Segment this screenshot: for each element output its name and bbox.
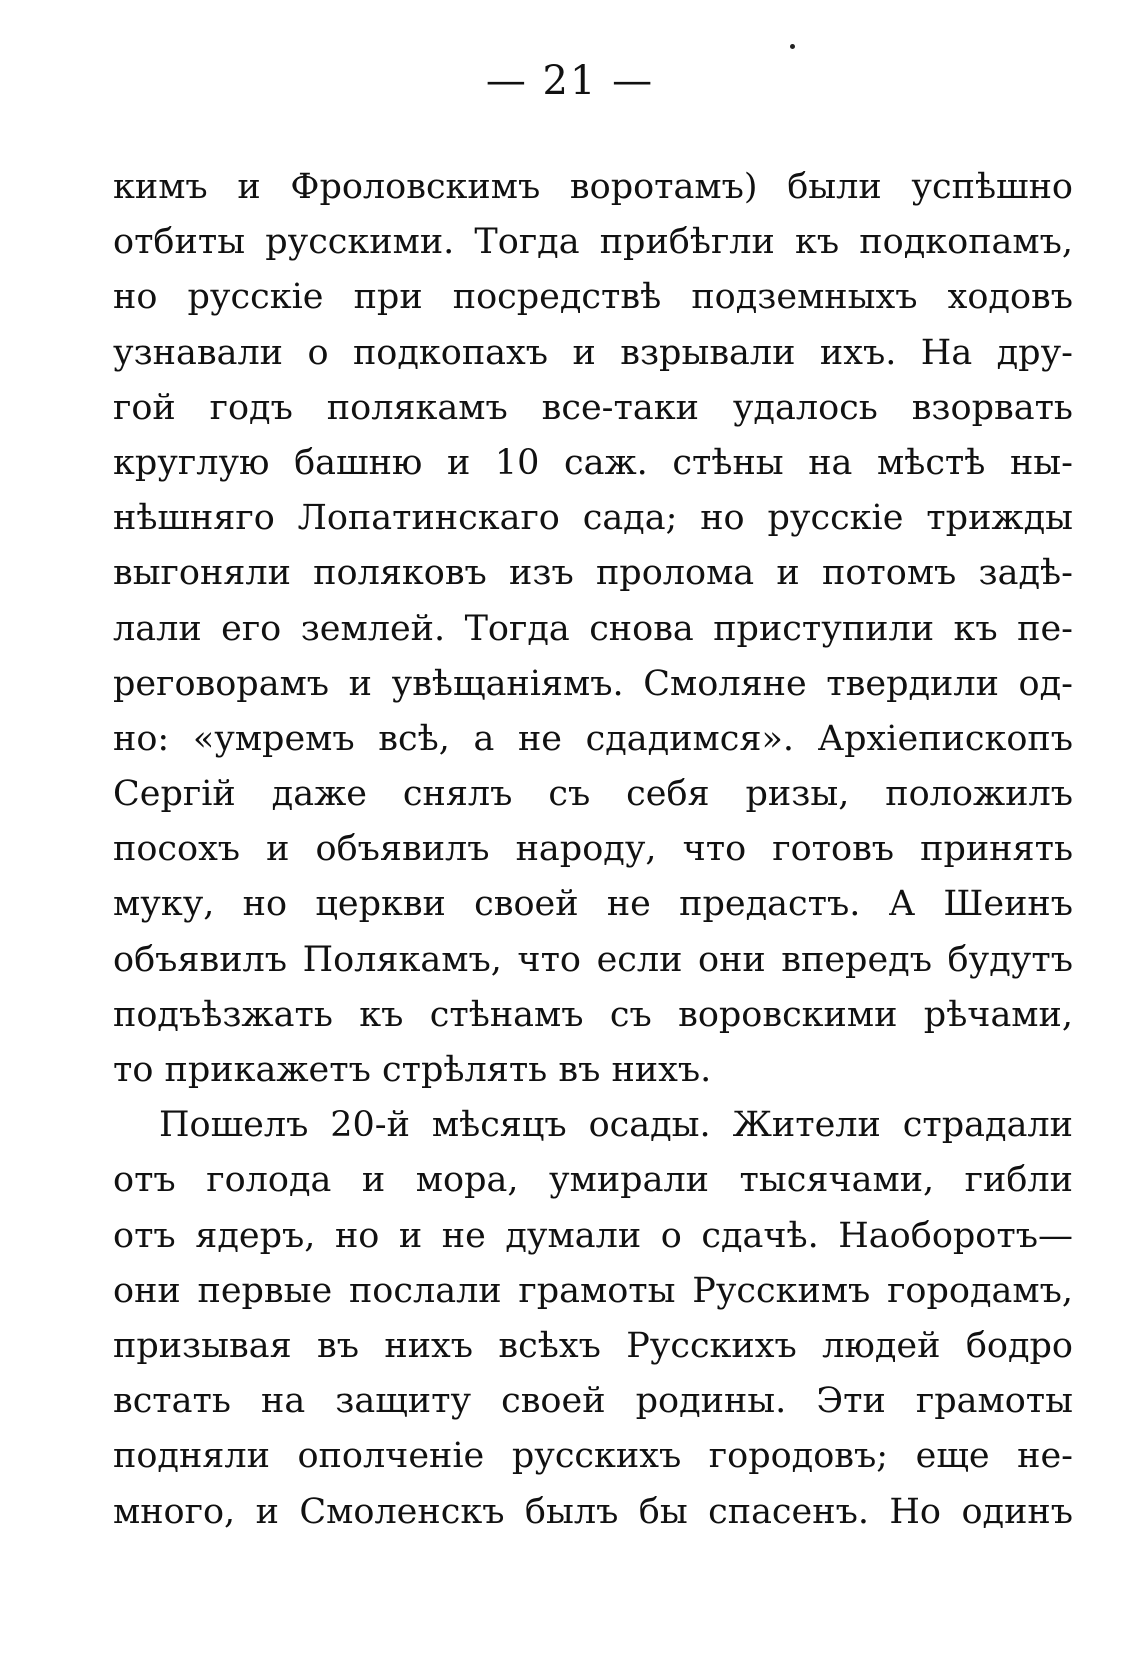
- text-line: гой годъ полякамъ все-таки удалось взорвать: [113, 387, 1073, 428]
- text-line: но русскіе при посредствѣ подземныхъ ходовъ: [113, 277, 1073, 318]
- text-line: нѣшняго Лопатинскаго сада; но русскіе трижды: [113, 498, 1073, 539]
- ink-speck: [790, 44, 795, 49]
- text-line: муку, но церкви своей не предастъ. А Шеинъ: [113, 884, 1073, 925]
- text-line: много, и Смоленскъ былъ бы спасенъ. Но одинъ: [113, 1491, 1073, 1532]
- text-line: круглую башню и 10 саж. стѣны на мѣстѣ ны-: [113, 442, 1073, 483]
- paragraph: [113, 1098, 1073, 1540]
- body-text: [113, 160, 1073, 1540]
- text-line: посохъ и объявилъ народу, что готовъ принять: [113, 829, 1073, 870]
- text-line: подъѣзжать къ стѣнамъ съ воровскими рѣчами,: [113, 994, 1073, 1035]
- text-line: Сергій даже снялъ съ себя ризы, положилъ: [113, 774, 1073, 815]
- text-line: объявилъ Полякамъ, что если они впередъ будутъ: [113, 939, 1073, 980]
- text-line: но: «умремъ всѣ, а не сдадимся». Архіепископъ: [113, 718, 1073, 759]
- text-line: отъ голода и мора, умирали тысячами, гибли: [113, 1160, 1073, 1201]
- text-line: встать на защиту своей родины. Эти грамоты: [113, 1381, 1073, 1422]
- text-line: подняли ополченіе русскихъ городовъ; еще не-: [113, 1436, 1073, 1477]
- text-line: отъ ядеръ, но и не думали о сдачѣ. Наоборотъ—: [113, 1215, 1073, 1256]
- text-line: выгоняли поляковъ изъ пролома и потомъ задѣ-: [113, 553, 1073, 594]
- page-number: — 21 —: [485, 58, 655, 104]
- text-line: кимъ и Фроловскимъ воротамъ) были успѣшно: [113, 167, 1073, 207]
- text-line: то прикажетъ стрѣлять въ нихъ.: [113, 1050, 712, 1090]
- text-line: призывая въ нихъ всѣхъ Русскихъ людей бодро: [113, 1325, 1073, 1366]
- text-line: Пошелъ 20-й мѣсяцъ осады. Жители страдали: [159, 1105, 1073, 1146]
- text-line: реговорамъ и увѣщаніямъ. Смоляне твердили од-: [113, 663, 1073, 704]
- text-line: они первые послали грамоты Русскимъ городамъ,: [113, 1270, 1073, 1311]
- text-line: узнавали о подкопахъ и взрывали ихъ. На дру-: [113, 332, 1073, 373]
- paragraph: [113, 160, 1073, 1098]
- text-line: лали его землей. Тогда снова приступили къ пе-: [113, 608, 1073, 649]
- text-line: отбиты русскими. Тогда прибѣгли къ подкопамъ,: [113, 222, 1073, 263]
